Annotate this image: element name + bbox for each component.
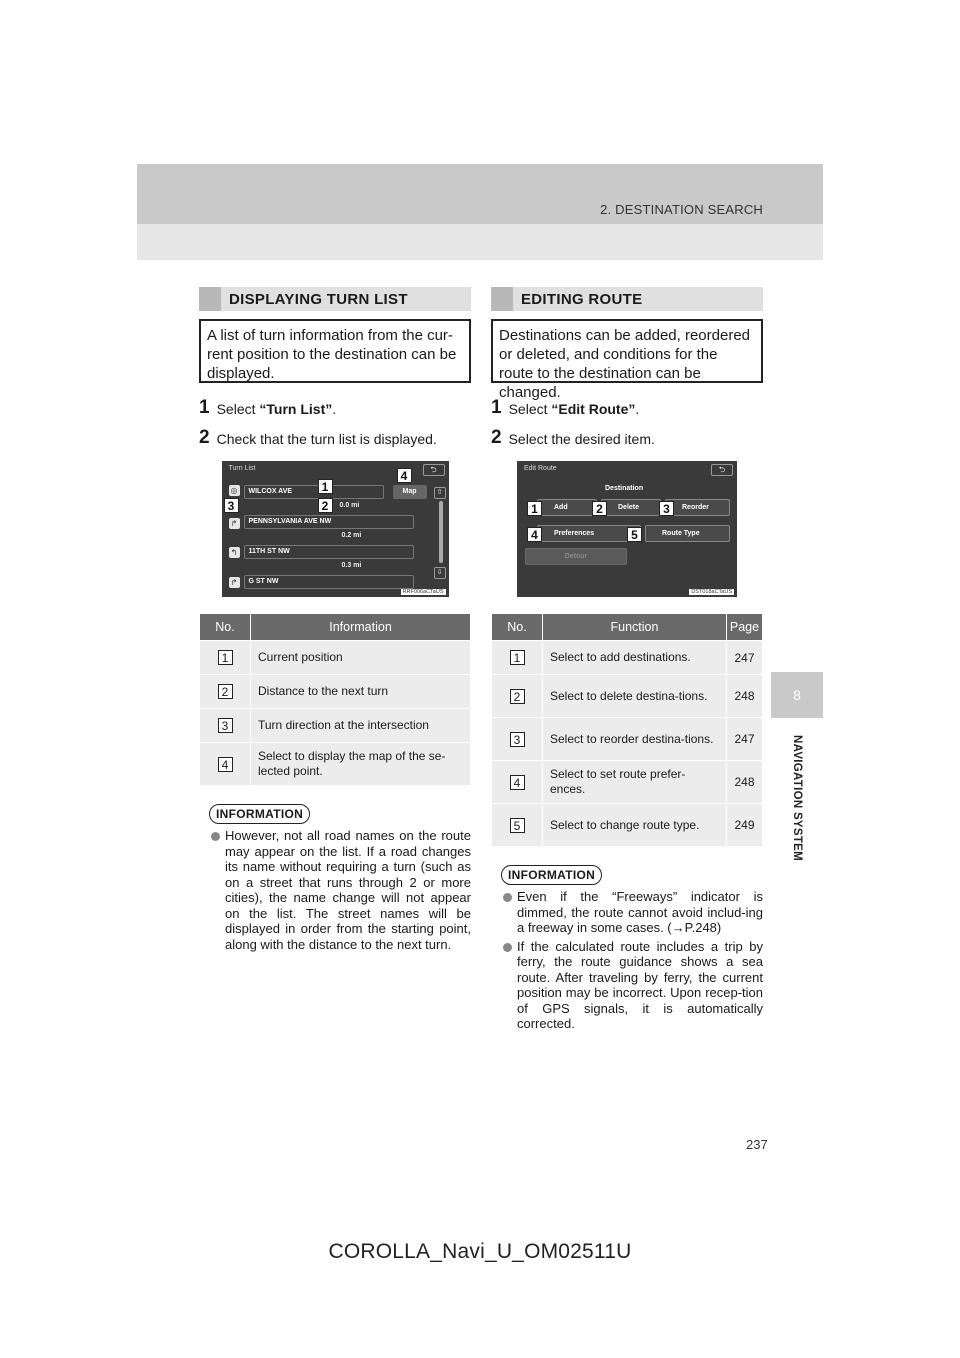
row-number-cell (492, 675, 543, 718)
column-header: No. (200, 614, 251, 641)
back-icon[interactable]: ⮌ (711, 464, 733, 476)
row-text: Turn direction at the intersection (251, 709, 471, 743)
heading-text: EDITING ROUTE (521, 291, 643, 308)
row-text: Select to delete destina-tions. (543, 675, 727, 718)
row-number: 4 (510, 775, 525, 790)
step-text (509, 401, 640, 417)
row-number: 2 (510, 689, 525, 704)
row-page: 248 (727, 675, 763, 718)
row-text: Select to display the map of the se-lected point. (251, 743, 471, 786)
list-item-text: Even if the “Freeways” indicator is dimmed, the route cannot avoid includ-ing a freeway in some cases. (→P.248) (517, 889, 763, 935)
chapter-label-text: NAVIGATION SYSTEM (791, 734, 803, 862)
row-number: 3 (218, 718, 233, 733)
row-number: 5 (510, 818, 525, 833)
left-column (199, 287, 471, 955)
step-text-post: . (635, 401, 640, 417)
step-text-pre: Select (508, 401, 552, 417)
bullet-icon (211, 832, 220, 841)
column-header: Information (251, 614, 471, 641)
table-row (492, 675, 763, 718)
chapter-number: 8 (793, 687, 801, 703)
step-number: 1 (491, 397, 502, 418)
document-id: COROLLA_Navi_U_OM02511U (328, 1240, 632, 1263)
heading-text: DISPLAYING TURN LIST (229, 291, 408, 308)
turn-distance: 0.3 mi (341, 562, 362, 569)
screen-title: Turn List (228, 465, 256, 472)
row-number: 3 (510, 732, 525, 747)
column-header: No. (492, 614, 543, 641)
map-button[interactable]: Map (393, 485, 427, 499)
heading-bar (199, 287, 221, 311)
row-number-cell (200, 675, 251, 709)
route-type-button[interactable]: Route Type (645, 525, 730, 542)
row-text: Current position (251, 641, 471, 675)
image-code: RRF006aCTaUS (402, 589, 444, 595)
table-row (492, 761, 763, 804)
table-row (200, 641, 471, 675)
column-header: Function (543, 614, 727, 641)
step-2 (491, 429, 763, 447)
row-text: Distance to the next turn (251, 675, 471, 709)
step-text-pre: Select (216, 401, 260, 417)
step-text (217, 401, 337, 417)
row-text: Select to add destinations. (543, 641, 727, 675)
turn-row[interactable]: PENNSYLVANIA AVE NW (244, 515, 414, 529)
step-text: Check that the turn list is displayed. (216, 431, 437, 447)
table-row (200, 675, 471, 709)
callout-4: 4 (397, 468, 412, 483)
bullet-icon (503, 943, 512, 952)
row-text: Select to reorder destina-tions. (543, 718, 727, 761)
row-page: 249 (727, 804, 763, 847)
table-row (200, 743, 471, 786)
table-row (492, 804, 763, 847)
information-badge: INFORMATION (209, 804, 310, 824)
turn-row[interactable]: WILCOX AVE (244, 485, 384, 499)
list-item (211, 828, 471, 952)
callout-1: 1 (318, 479, 333, 494)
step-2 (199, 429, 471, 447)
bullet-icon (503, 893, 512, 902)
row-text: Select to change route type. (543, 804, 727, 847)
row-number: 2 (218, 684, 233, 699)
step-text-bold: “Edit Route” (551, 401, 636, 417)
list-item (503, 939, 763, 1032)
intro-box: Destinations can be added, reordered or deleted, and conditions for the route to the destination can be changed. (491, 319, 763, 383)
turn-right-icon: ↱ (229, 577, 240, 588)
row-number: 1 (218, 650, 233, 665)
turn-left-icon: ↰ (229, 547, 240, 558)
scroll-up-icon[interactable]: ⇧ (434, 487, 446, 499)
callout-1: 1 (527, 501, 542, 516)
callout-4: 4 (527, 527, 542, 542)
edit-route-screenshot (517, 461, 737, 597)
row-number-cell (200, 709, 251, 743)
callout-5: 5 (627, 527, 642, 542)
back-icon[interactable]: ⮌ (423, 464, 445, 476)
section-title: 2. DESTINATION SEARCH (600, 202, 763, 217)
step-number: 2 (199, 427, 210, 448)
current-position-icon: ◎ (229, 485, 240, 496)
row-number-cell (492, 804, 543, 847)
table-row (492, 641, 763, 675)
column-header: Page (727, 614, 763, 641)
reorder-button[interactable]: Reorder (665, 499, 730, 516)
chapter-label (788, 728, 806, 868)
row-number: 4 (218, 757, 233, 772)
callout-3: 3 (659, 501, 674, 516)
step-text-post: . (332, 401, 337, 417)
information-badge: INFORMATION (501, 865, 602, 885)
destination-label: Destination (605, 485, 644, 492)
page-number: 237 (746, 1137, 768, 1152)
table-header-row (492, 614, 763, 641)
detour-button[interactable]: Detour (525, 548, 627, 565)
delete-button[interactable]: Delete (601, 499, 661, 516)
table-row (200, 709, 471, 743)
row-number-cell (200, 641, 251, 675)
turn-row[interactable]: 11TH ST NW (244, 545, 414, 559)
list-item-text: However, not all road names on the route may appear on the list. If a road changes its name without requiring a turn (such as on a street that runs through 2 or more cities), the name change will not appear on the list. The street names will be displayed in order from the starting point, along with the distance to the next turn. (225, 828, 471, 952)
row-page: 247 (727, 641, 763, 675)
row-number: 1 (510, 650, 525, 665)
image-code: DST018aCTaUS (691, 589, 732, 595)
function-table (491, 613, 763, 847)
turn-distance: 0.2 mi (341, 532, 362, 539)
row-number-cell (492, 641, 543, 675)
turn-list-screenshot (222, 461, 449, 597)
section-heading (199, 287, 471, 311)
intro-box: A list of turn information from the cur-rent position to the destination can be displayed. (199, 319, 471, 383)
table-row (492, 718, 763, 761)
step-1 (199, 399, 471, 417)
turn-row[interactable]: G ST NW (244, 575, 414, 589)
information-list (199, 828, 471, 952)
section-heading (491, 287, 763, 311)
row-text: Select to set route prefer-ences. (543, 761, 727, 804)
row-page: 248 (727, 761, 763, 804)
turn-right-icon: ↱ (229, 518, 240, 529)
callout-3: 3 (224, 498, 239, 513)
turn-distance: 0.0 mi (339, 502, 360, 509)
scrollbar[interactable] (439, 501, 443, 563)
add-button[interactable]: Add (537, 499, 597, 516)
scroll-down-icon[interactable]: ⇩ (434, 567, 446, 579)
table-header-row (200, 614, 471, 641)
row-number-cell (492, 718, 543, 761)
information-list (491, 889, 763, 1032)
heading-bar (491, 287, 513, 311)
row-page: 247 (727, 718, 763, 761)
right-column (491, 287, 763, 1035)
step-number: 1 (199, 397, 210, 418)
step-text-bold: “Turn List” (259, 401, 333, 417)
chapter-tab (771, 672, 823, 718)
step-1 (491, 399, 763, 417)
row-number-cell (492, 761, 543, 804)
step-number: 2 (491, 427, 502, 448)
info-table (199, 613, 471, 786)
screen-title: Edit Route (524, 465, 557, 472)
step-text: Select the desired item. (508, 431, 655, 447)
row-number-cell (200, 743, 251, 786)
preferences-button[interactable]: Preferences (537, 525, 641, 542)
callout-2: 2 (318, 498, 333, 513)
page-header (137, 164, 823, 260)
list-item-text: If the calculated route includes a trip by ferry, the route guidance shows a sea route. After traveling by ferry, the current position may be incorrect. Upon recep-tion of GPS signals, it is automatically corrected. (517, 938, 763, 1031)
header-top-band (137, 164, 823, 224)
callout-2: 2 (592, 501, 607, 516)
list-item (503, 889, 763, 936)
